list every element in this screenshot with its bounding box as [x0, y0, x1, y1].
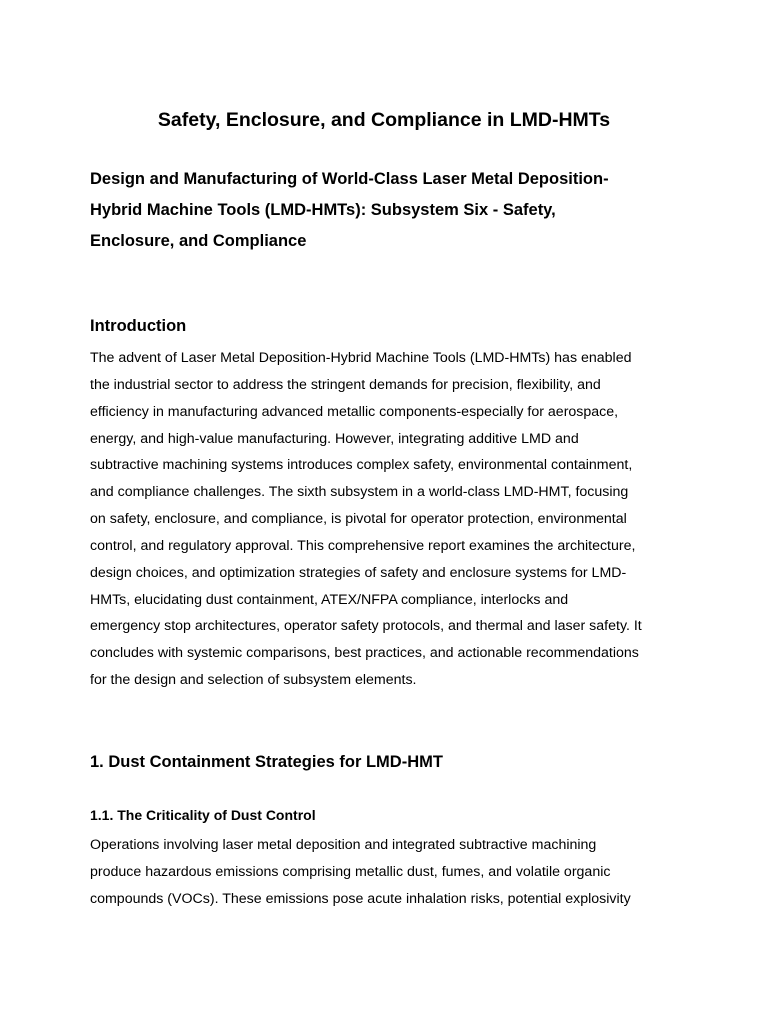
- paragraph-line: efficiency in manufacturing advanced metallic components-especially for aerospace,: [90, 403, 619, 420]
- section-1-1-paragraph: [90, 832, 682, 913]
- paragraph-line: the industrial sector to address the stringent demands for precision, flexibility, and: [90, 376, 601, 393]
- document-subtitle: [90, 164, 680, 257]
- paragraph-line: HMTs, elucidating dust containment, ATEX/NFPA compliance, interlocks and: [90, 591, 569, 608]
- paragraph-line: Operations involving laser metal deposition and integrated subtractive machining: [90, 837, 597, 853]
- paragraph-line: energy, and high-value manufacturing. However, integrating additive LMD and: [90, 430, 579, 447]
- paragraph-line: on safety, enclosure, and compliance, is pivotal for operator protection, environmental: [90, 511, 627, 528]
- paragraph-line: for the design and selection of subsystem elements.: [90, 672, 417, 689]
- introduction-heading: Introduction: [90, 317, 187, 335]
- introduction-paragraph: [90, 345, 682, 694]
- paragraph-line: and compliance challenges. The sixth subsystem in a world-class LMD-HMT, focusing: [90, 484, 629, 501]
- paragraph-line: control, and regulatory approval. This comprehensive report examines the architecture,: [90, 537, 636, 554]
- paragraph-line: The advent of Laser Metal Deposition-Hybrid Machine Tools (LMD-HMTs) has enabled: [90, 350, 632, 366]
- subtitle-line: Enclosure, and Compliance: [90, 232, 307, 250]
- paragraph-line: emergency stop architectures, operator safety protocols, and thermal and laser safety. It: [90, 618, 642, 635]
- paragraph-line: compounds (VOCs). These emissions pose acute inhalation risks, potential explosivity: [90, 890, 631, 907]
- section-1-heading: 1. Dust Containment Strategies for LMD-HMT: [90, 753, 443, 771]
- document-title: Safety, Enclosure, and Compliance in LMD-HMTs: [157, 109, 611, 131]
- subtitle-line: Hybrid Machine Tools (LMD-HMTs): Subsystem Six - Safety,: [90, 201, 556, 219]
- paragraph-line: concludes with systemic comparisons, best practices, and actionable recommendations: [90, 645, 639, 662]
- paragraph-line: design choices, and optimization strategies of safety and enclosure systems for LMD-: [90, 564, 627, 581]
- subtitle-line: Design and Manufacturing of World-Class Laser Metal Deposition-: [90, 170, 609, 188]
- paragraph-line: produce hazardous emissions comprising metallic dust, fumes, and volatile organic: [90, 863, 611, 880]
- section-1-1-heading: 1.1. The Criticality of Dust Control: [90, 807, 316, 823]
- paragraph-line: subtractive machining systems introduces complex safety, environmental containment,: [90, 457, 633, 474]
